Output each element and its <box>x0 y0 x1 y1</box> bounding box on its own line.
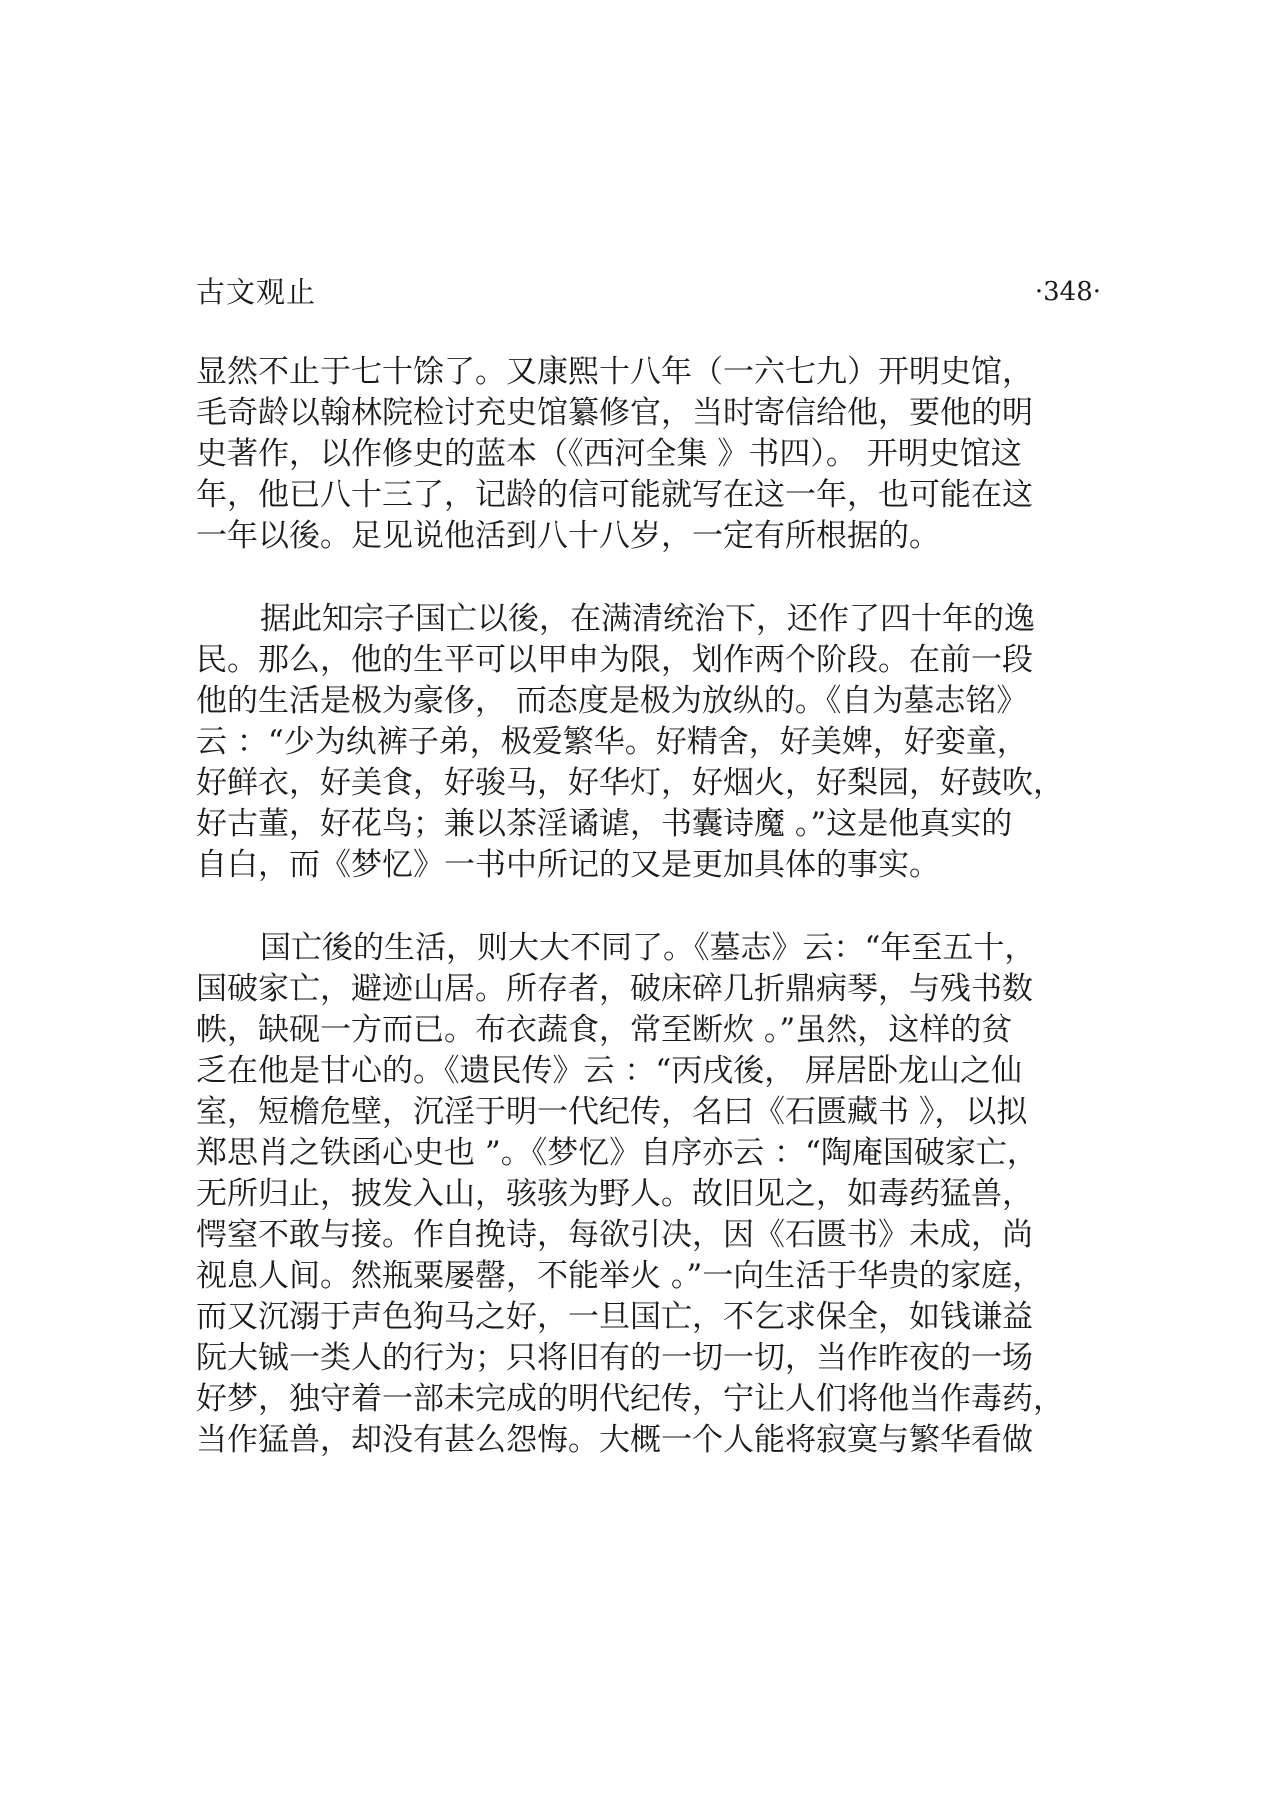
page-number: ·348· <box>1034 277 1101 307</box>
text-line: 年，他已八十三了，记龄的信可能就写在这一年，也可能在这 <box>196 477 1033 513</box>
book-title: 古文观止 <box>196 275 317 309</box>
text-line: 民。那么，他的生平可以甲申为限，划作两个阶段。在前一段 <box>196 642 1033 678</box>
text-line: 好鲜衣，好美食，好骏马，好华灯，好烟火，好梨园，好鼓吹， <box>196 765 1064 801</box>
paragraph-1 <box>196 352 1101 557</box>
text-line: 据此知宗子国亡以後，在满清统治下，还作了四十年的逸 <box>260 601 1035 637</box>
text-line: 当作猛兽，却没有甚么怨悔。大概一个人能将寂寞与繁华看做 <box>196 1422 1033 1458</box>
text-line: 史著作，以作修史的蓝本（《西河全集 》书四）。 开明史馆这 <box>196 436 1022 472</box>
body-text <box>196 352 1101 1461</box>
text-line: 好梦，独守着一部未完成的明代纪传，宁让人们将他当作毒药， <box>196 1381 1064 1417</box>
text-line: 而又沉溺于声色狗马之好，一旦国亡，不乞求保全，如钱谦益 <box>196 1299 1033 1335</box>
text-line: 好古董，好花鸟；兼以茶淫谲谑，书囊诗魔 。”这是他真实的 <box>196 806 1013 842</box>
text-line: 室，短檐危壁，沉淫于明一代纪传，名曰《石匮藏书 》，以拟 <box>196 1094 1028 1130</box>
text-line: 帙，缺砚一方而已。布衣蔬食，常至断炊 。”虽然，这样的贫 <box>196 1012 1013 1048</box>
text-line: 毛奇龄以翰林院检讨充史馆纂修官，当时寄信给他，要他的明 <box>196 395 1033 431</box>
text-line: 一年以後。足见说他活到八十八岁，一定有所根据的。 <box>196 518 940 554</box>
text-line: 自白，而《梦忆》一书中所记的又是更加具体的事实。 <box>196 847 940 883</box>
paragraph-3 <box>196 928 1101 1461</box>
text-line: 阮大铖一类人的行为；只将旧有的一切一切，当作昨夜的一场 <box>196 1340 1033 1376</box>
paragraph-2 <box>196 599 1101 886</box>
text-line: 乏在他是甘心的。《遗民传》云 ：“丙戌後， 屏居卧龙山之仙 <box>196 1053 1023 1089</box>
text-line: 愕窒不敢与接。作自挽诗，每欲引决，因《石匮书》未成，尚 <box>196 1217 1033 1253</box>
text-line: 国亡後的生活，则大大不同了。《墓志》云：“年至五十， <box>260 930 1036 966</box>
text-line: 显然不止于七十馀了。又康熙十八年（一六七九）开明史馆， <box>196 354 1033 390</box>
text-line: 云 ：“少为纨裤子弟，极爱繁华。好精舍，好美婢，好娈童， <box>196 724 1028 760</box>
text-line: 国破家亡，避迹山居。所存者，破床碎几折鼎病琴，与残书数 <box>196 971 1033 1007</box>
text-line: 视息人间。然瓶粟屡罄，不能举火 。”一向生活于华贵的家庭， <box>196 1258 1044 1294</box>
text-line: 他的生活是极为豪侈， 而态度是极为放纵的。《自为墓志铭》 <box>196 683 1028 719</box>
text-line: 郑思肖之铁函心史也 ”。《梦忆》自序亦云 ：“陶庵国破家亡， <box>196 1135 1038 1171</box>
text-line: 无所归止，披发入山，骇骇为野人。故旧见之，如毒药猛兽， <box>196 1176 1033 1212</box>
page-header <box>196 272 1101 312</box>
